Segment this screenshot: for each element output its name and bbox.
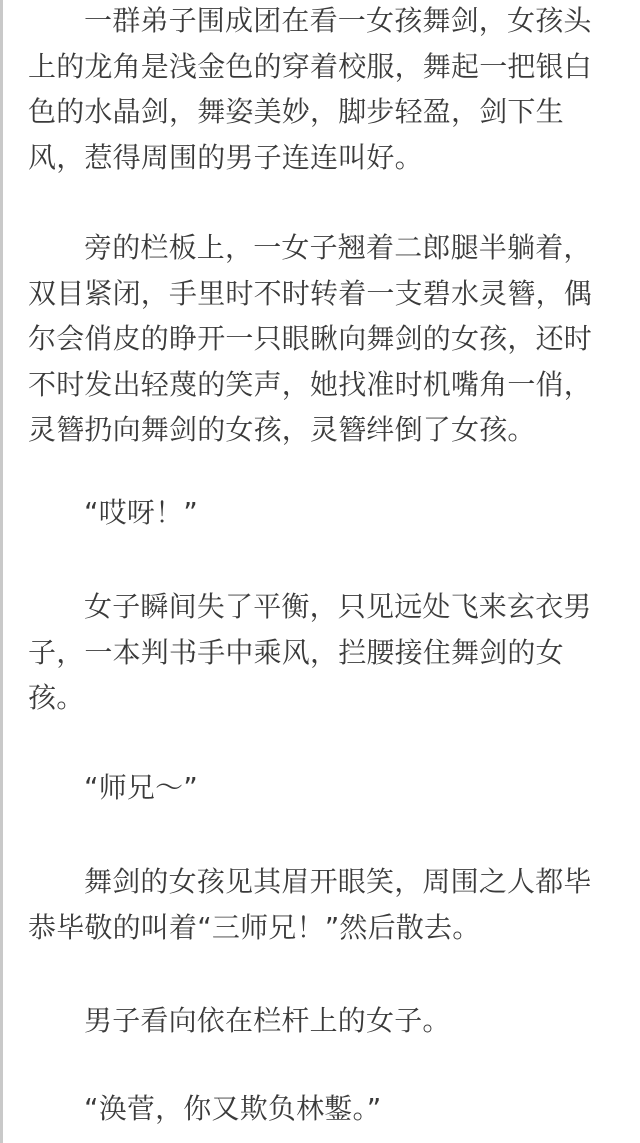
left-border-line <box>0 0 3 1143</box>
paragraph-4: 女子瞬间失了平衡，只见远处飞来玄衣男子，一本判书手中乘风，拦腰接住舞剑的女孩。 <box>28 590 592 714</box>
paragraph-7: 男子看向依在栏杆上的女子。 <box>84 1004 451 1037</box>
paragraph-5: “师兄～” <box>84 771 199 804</box>
paragraph-3: “哎呀！” <box>84 496 199 529</box>
paragraph-1: 一群弟子围成团在看一女孩舞剑，女孩头上的龙角是浅金色的穿着校服，舞起一把银白色的水晶剑，舞姿美妙，脚步轻盈，剑下生风，惹得周围的男子连连叫好。 <box>28 4 593 174</box>
paragraph-6: 舞剑的女孩见其眉开眼笑，周围之人都毕恭毕敬的叫着“三师兄！”然后散去。 <box>28 865 592 944</box>
paragraph-8: “涣菅，你又欺负林鏨。” <box>84 1092 382 1125</box>
paragraph-2: 旁的栏板上，一女子翘着二郎腿半躺着，双目紧闭，手里时不时转着一支碧水灵簪，偶尔会俏皮的睁开一只眼瞅向舞剑的女孩，还时不时发出轻蔑的笑声，她找准时机嘴角一俏，灵簪扔向舞剑的女孩，灵簪绊倒了女孩。 <box>28 231 593 446</box>
